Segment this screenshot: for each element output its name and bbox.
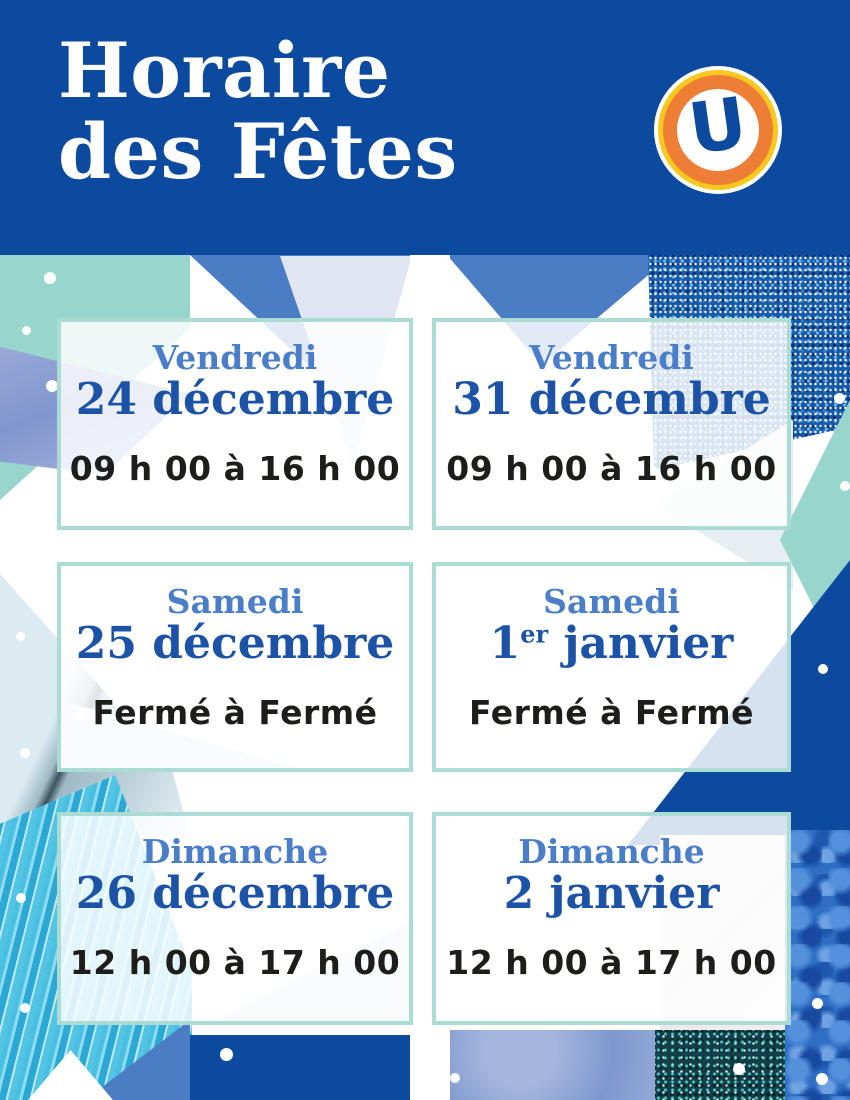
card-hours: 12 h 00 à 17 h 00: [446, 942, 777, 982]
page-title: [58, 26, 458, 197]
schedule-card: [432, 562, 791, 772]
card-date: 26 décembre: [75, 868, 395, 920]
snow-dot: [450, 1073, 460, 1083]
snow-dot: [816, 1073, 828, 1085]
card-day-label: Dimanche: [141, 832, 329, 871]
snow-dot: [22, 326, 31, 335]
card-day-label: Dimanche: [518, 832, 705, 871]
card-hours: 12 h 00 à 17 h 00: [69, 942, 401, 982]
brand-logo: [654, 66, 782, 194]
card-day-label: Samedi: [166, 582, 304, 621]
card-date: 24 décembre: [75, 374, 395, 426]
background-texture-crushed-bottomright: [785, 830, 850, 1100]
card-date: 2 janvier: [503, 868, 720, 920]
snow-dot: [733, 1063, 745, 1075]
snow-dot: [20, 1003, 30, 1013]
snow-dot: [220, 1048, 233, 1061]
schedule-card: [57, 318, 413, 530]
card-hours: Fermé à Fermé: [468, 692, 754, 732]
card-day-label: Vendredi: [152, 338, 318, 377]
card-date: 1er janvier: [489, 618, 734, 670]
card-day-label: Vendredi: [529, 338, 694, 377]
background-texture-tealglitter-bottom: [655, 1030, 785, 1100]
schedule-card: [57, 562, 413, 772]
snow-dot: [834, 393, 845, 404]
background-texture-watercolor-bottom: [448, 1030, 655, 1100]
schedule-card: [432, 318, 791, 530]
logo-inner-circle: [677, 81, 759, 171]
header-banner: [0, 0, 850, 255]
card-hours: Fermé à Fermé: [92, 692, 378, 732]
card-day-label: Samedi: [543, 582, 680, 621]
card-date: 25 décembre: [75, 618, 395, 670]
snow-dot: [16, 632, 25, 641]
snow-dot: [840, 481, 850, 491]
snow-dot: [16, 893, 26, 903]
title-line-2: des Fêtes: [58, 107, 458, 197]
card-date: 31 décembre: [452, 374, 771, 426]
card-hours: 09 h 00 à 16 h 00: [69, 448, 401, 488]
title-line-1: Horaire: [58, 26, 391, 115]
schedule-card: [432, 812, 791, 1025]
card-hours: 09 h 00 à 16 h 00: [446, 448, 777, 488]
logo-u-letter: U: [683, 81, 752, 171]
snow-dot: [818, 664, 828, 674]
snow-dot: [812, 998, 823, 1009]
background-rect-darkblue-bottom: [190, 1035, 412, 1100]
schedule-card: [57, 812, 413, 1025]
snow-dot: [44, 272, 56, 284]
snow-dot: [20, 748, 30, 758]
